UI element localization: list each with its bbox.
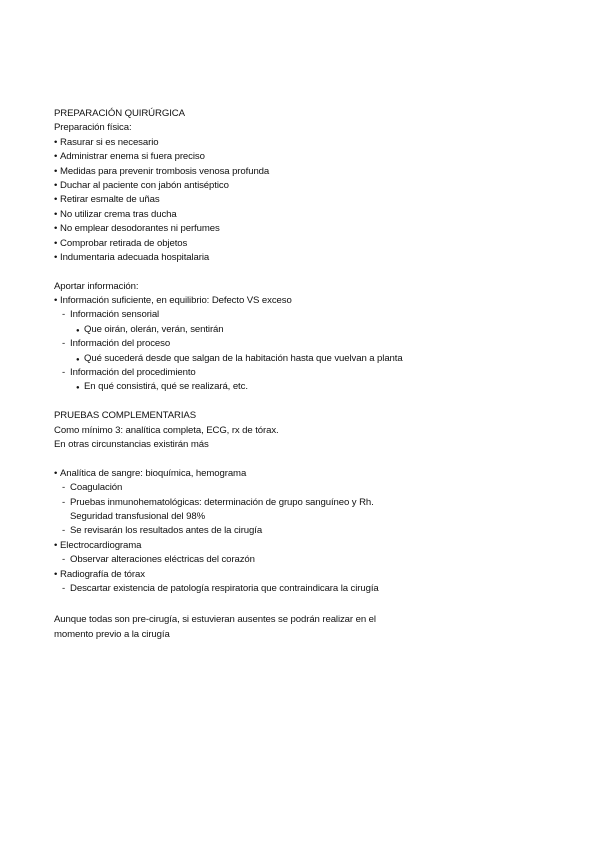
list-item: • Medidas para prevenir trombosis venosa profunda: [54, 165, 270, 177]
sublist-item: - Descartar existencia de patología respiratoria que contraindicara la cirugía: [62, 582, 379, 594]
paragraph-line: En otras circunstancias existirán más: [54, 438, 209, 450]
list-item: • Información suficiente, en equilibrio: Defecto VS exceso: [54, 295, 292, 307]
list-item: • Administrar enema si fuera preciso: [54, 151, 205, 163]
list-item: • Duchar al paciente con jabón antiséptico: [54, 179, 229, 191]
document-page: [54, 107, 574, 642]
preparacion-list: [54, 136, 574, 266]
detail-item: ● Qué sucederá desde que salgan de la habitación hasta que vuelvan a planta: [76, 352, 403, 364]
list-item: • Analítica de sangre: bioquímica, hemograma: [54, 467, 247, 479]
sublist-item: - Información del proceso: [62, 338, 171, 350]
closing-line: Aunque todas son pre-cirugía, si estuvieran ausentes se podrán realizar en el: [54, 614, 376, 626]
section-title-informacion: Aportar información:: [54, 280, 139, 292]
list-item: • No utilizar crema tras ducha: [54, 208, 177, 220]
section-title-pruebas: PRUEBAS COMPLEMENTARIAS: [54, 410, 196, 422]
list-item: • Rasurar si es necesario: [54, 136, 159, 148]
subtitle-preparacion-fisica: Preparación física:: [54, 122, 132, 134]
section-title-preparacion: PREPARACIÓN QUIRÚRGICA: [54, 108, 185, 119]
sublist-item: - Coagulación: [62, 482, 123, 494]
sublist-item: - Se revisarán los resultados antes de la cirugía: [62, 525, 263, 537]
list-item: • No emplear desodorantes ni perfumes: [54, 223, 220, 235]
detail-item: ● En qué consistirá, qué se realizará, etc.: [76, 381, 248, 393]
list-item: • Electrocardiograma: [54, 539, 142, 551]
list-item: • Indumentaria adecuada hospitalaria: [54, 251, 210, 263]
sublist-item: - Información sensorial: [62, 309, 160, 321]
closing-line: momento previo a la cirugía: [54, 628, 170, 640]
list-item: • Retirar esmalte de uñas: [54, 194, 160, 206]
detail-item: ● Que oirán, olerán, verán, sentirán: [76, 323, 224, 335]
list-item: • Comprobar retirada de objetos: [54, 237, 188, 249]
sublist-item: - Observar alteraciones eléctricas del corazón: [62, 554, 255, 566]
sublist-item: - Pruebas inmunohematológicas: determinación de grupo sanguíneo y Rh.: [62, 496, 374, 508]
list-item: • Radiografía de tórax: [54, 568, 145, 580]
paragraph-line: Como mínimo 3: analítica completa, ECG, rx de tórax.: [54, 424, 279, 436]
sublist-item: - Información del procedimiento: [62, 367, 196, 379]
sublist-continuation: Seguridad transfusional del 98%: [70, 510, 206, 522]
